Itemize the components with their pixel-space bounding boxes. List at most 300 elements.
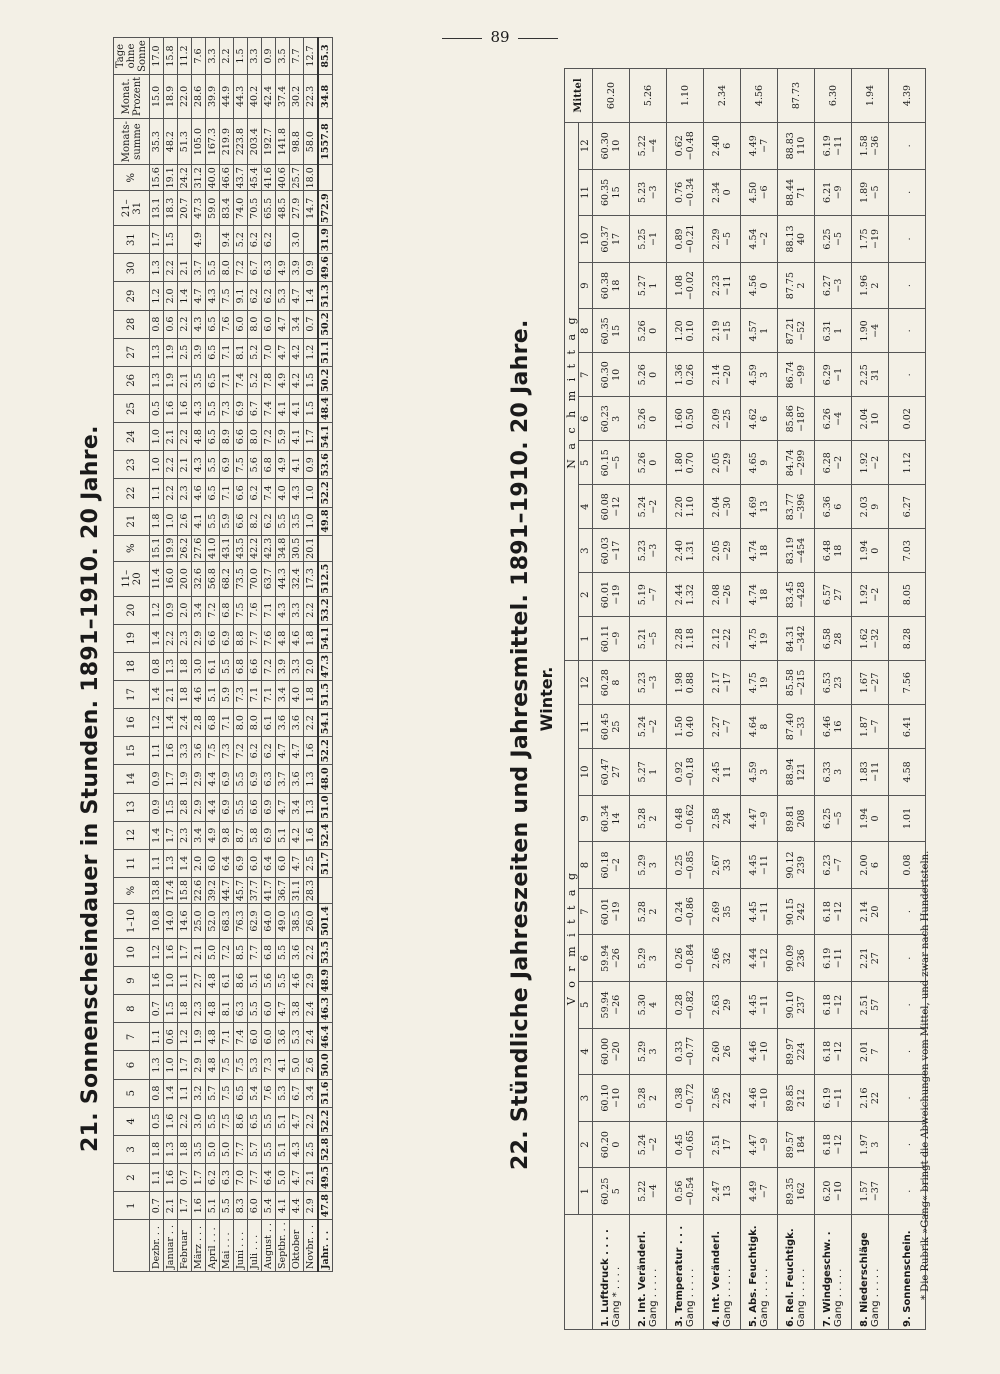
table-cell: 219.9 [220,119,234,165]
table-cell [741,262,778,309]
row-label [852,1215,889,1330]
table-cell [704,1168,741,1215]
table-cell [630,982,667,1029]
table-cell: 4.3 [206,282,220,310]
cell-value: −2 [833,455,844,470]
table-row [150,38,164,1272]
cell-value: −7 [833,858,844,873]
row-label-name: 4. Int. Veränderl. [711,1230,722,1327]
cell-value: 7 [870,1048,881,1055]
cell-value: −26 [722,584,733,605]
table-cell [593,705,630,749]
table-cell: 4.4 [290,1192,304,1220]
row-label: Mai . . . [220,1220,234,1272]
column-header: 8 [114,995,150,1023]
cell-value: 2.16 [859,1087,870,1109]
table-cell: 4.0 [290,680,304,708]
table-cell: 0.5 [150,394,164,422]
table-cell: 4.9 [192,226,206,254]
table-cell: 3.7 [276,765,290,793]
table-cell: 0.7 [304,310,319,338]
cell-value: 4.57 [748,320,759,342]
cell-value: 60.28 [600,669,611,697]
table-row [741,69,778,1330]
table-cell [815,888,852,935]
cell-value: 10 [611,368,622,381]
table-cell: 1.6 [192,1192,206,1220]
cell-value: 6.19 [822,135,833,157]
table-cell: 3.4 [192,596,206,624]
cell-value: 26 [722,1045,733,1058]
table-cell: 3.4 [290,310,304,338]
table-cell: 4.8 [206,1023,220,1051]
table-cell: 42.2 [248,535,262,561]
table-cell: 6.7 [248,394,262,422]
table-cell: 7.6 [192,38,206,75]
table-cell: 6.5 [206,338,220,366]
cell-value: 2.08 [711,584,722,606]
table-cell [815,262,852,309]
cell-value: −2 [648,1137,659,1152]
cell-value: 4.75 [748,628,759,650]
table-cell: 47.8 [318,1192,333,1220]
table-cell [704,529,741,573]
cell-value: −2 [648,719,659,734]
hour-header: 4 [579,485,593,529]
cell-value: 27 [870,952,881,965]
table-cell: 7.5 [220,1079,234,1107]
table-cell: 4.7 [276,737,290,765]
table-cell [852,397,889,441]
table-cell: 3.3 [178,737,192,765]
cell-value: 1 [648,282,659,289]
cell-value: 6.41 [901,716,913,738]
table-cell: 1.6 [150,967,164,995]
cell-value: 162 [796,1182,807,1201]
table-cell: 5.5 [276,938,290,966]
cell-value: 90.12 [785,851,796,879]
table-cell: 4.7 [290,737,304,765]
cell-value: 1.87 [859,716,870,738]
row-label [630,1215,667,1330]
table-cell: 22.3 [304,74,319,118]
table-cell: 1.8 [304,624,319,652]
cell-value: 83.19 [785,537,796,565]
cell-value: −20 [611,1041,622,1062]
table-cell [667,661,704,705]
table-cell: 1.8 [304,680,319,708]
cell-value: −12 [833,1041,844,1062]
table-cell: 1557.8 [318,119,333,165]
table-cell [852,169,889,216]
table-cell [815,441,852,485]
table-row [290,38,304,1272]
table-cell: 1.7 [178,1051,192,1079]
table-cell: 2.5 [178,338,192,366]
row-label [667,1215,704,1330]
table-cell: 6.7 [248,254,262,282]
table-cell [593,123,630,170]
cell-value: 5.29 [637,1040,648,1062]
table-cell: 44.3 [276,561,290,596]
table-cell: 6.0 [276,849,290,877]
table-cell: 6.6 [234,423,248,451]
table-cell: 2.2 [304,1107,319,1135]
table-cell: 7.1 [262,680,276,708]
cell-value: 15 [611,186,622,199]
table-cell [630,1028,667,1075]
cell-value: 84.31 [785,625,796,653]
cell-value: 5.26 [637,452,648,474]
table-cell: 6.6 [234,507,248,535]
table-cell [667,169,704,216]
cell-value: 0.25 [674,854,685,876]
table-cell: 83.4 [220,191,234,226]
table-cell [593,661,630,705]
table-cell: 2.9 [304,1192,319,1220]
cell-value: −11 [833,948,844,969]
table-cell [704,353,741,397]
cell-value: 4.54 [748,228,759,250]
cell-value: 5.26 [637,364,648,386]
table-cell: 7.5 [234,1051,248,1079]
row-label: März . . . [192,1220,206,1272]
table-cell [593,485,630,529]
table-cell: 3.0 [192,652,206,680]
column-header: 19 [114,624,150,652]
table-cell [630,216,667,263]
mittel-cell: 1.94 [852,69,889,123]
table-cell: 51.1 [318,338,333,366]
table-cell: 50.2 [318,310,333,338]
cell-value: 1.92 [859,584,870,606]
table-cell: 1.4 [164,1079,178,1107]
table-cell: 48.0 [318,765,333,793]
cell-value: 2.69 [711,901,722,923]
table-cell: 3.4 [192,821,206,849]
table-row [262,38,276,1272]
table-cell [704,749,741,796]
table1-header-row [114,38,150,1272]
table-cell: 40.6 [276,165,290,191]
table-cell: 22.0 [178,74,192,118]
table-cell [630,529,667,573]
table-cell [667,216,704,263]
table-cell: 1.5 [164,226,178,254]
table-cell [630,661,667,705]
row-label: Juli . . . [248,1220,262,1272]
table-cell: 2.1 [164,1192,178,1220]
table-cell [704,309,741,353]
cell-value: 1.67 [859,672,870,694]
cell-value: 0.45 [674,1134,685,1156]
table-cell [593,842,630,889]
table-cell: 7.2 [220,938,234,966]
table-cell: 0.9 [150,793,164,821]
cell-value: 0.02 [901,408,913,430]
column-header: 7 [114,1023,150,1051]
table-cell [741,123,778,170]
cell-value: 0.33 [674,1040,685,1062]
table-cell: 4.1 [192,507,206,535]
table-cell: 0.7 [178,1164,192,1192]
cell-value: 4 [648,1001,659,1008]
table-cell [704,1028,741,1075]
cell-value: −0.02 [685,271,696,301]
cell-value: 60.35 [600,178,611,206]
cell-value: 6 [722,142,733,149]
table-cell: 4.9 [276,254,290,282]
table-cell: 1.6 [164,1107,178,1135]
table-cell: 0.8 [150,1079,164,1107]
table-cell [630,888,667,935]
table-cell [852,262,889,309]
cell-value: 6.27 [822,275,833,297]
table-cell: 40.0 [206,165,220,191]
table-cell [741,661,778,705]
table-cell: 5.4 [262,1192,276,1220]
hourly-table [564,68,926,1330]
table-cell: 167.3 [206,119,220,165]
table-cell: 4.1 [290,423,304,451]
cell-value: −27 [870,672,881,693]
table-cell [778,169,815,216]
table-cell: 4.7 [290,1107,304,1135]
table-cell: 1.9 [192,1023,206,1051]
table-cell: 17.3 [304,561,319,596]
table-cell: 2.2 [164,451,178,479]
table-cell [852,1121,889,1168]
cell-value: 31 [870,368,881,381]
cell-value: 89.57 [785,1131,796,1159]
cell-value: 2 [796,282,807,289]
table-cell [704,397,741,441]
cell-value: 89.35 [785,1177,796,1205]
column-header [114,1220,150,1272]
table-cell [667,529,704,573]
table-cell [852,1168,889,1215]
column-header: 24 [114,423,150,451]
table-cell: 2.0 [164,282,178,310]
table-cell: 22.6 [192,877,206,903]
cell-value: −2 [870,455,881,470]
cell-value: . [901,1096,913,1100]
column-header: 1 [114,1192,150,1220]
cell-value: 1.94 [859,807,870,830]
cell-value: 60.01 [600,898,611,926]
table-cell: 2.4 [304,1023,319,1051]
table-cell [778,1168,815,1215]
table-cell: 47.3 [318,652,333,680]
hour-header: 9 [579,262,593,309]
table-cell: 7.2 [234,254,248,282]
table-cell: 45.7 [234,877,248,903]
cell-value: 2 [648,815,659,822]
table-cell: 6.0 [206,849,220,877]
table-cell: 7.3 [220,394,234,422]
table-cell: 1.2 [304,338,319,366]
table-cell: 53.6 [318,451,333,479]
table-row [667,69,704,1330]
cell-value: 184 [796,1135,807,1154]
table-cell: 5.3 [290,1023,304,1051]
table-cell: 4.8 [192,423,206,451]
table-cell: 51.5 [318,680,333,708]
row-label: Jahr. . . [318,1220,333,1272]
table-cell: 51.0 [318,793,333,821]
table-cell [593,982,630,1029]
cell-value: 60.15 [600,449,611,477]
cell-value: 4.75 [748,672,759,694]
table-cell: 17.4 [164,877,178,903]
table-cell: 105.0 [192,119,206,165]
table-cell: 48.5 [276,191,290,226]
table-cell: 203.4 [248,119,262,165]
table-cell [778,441,815,485]
cell-value: −342 [796,625,807,652]
table-cell: 6.9 [248,765,262,793]
cell-value: −0.21 [685,224,696,254]
table-cell: 7.7 [248,1164,262,1192]
table-cell: 7.2 [234,737,248,765]
cell-value: 71 [796,186,807,199]
cell-value: 60.03 [600,537,611,565]
table-cell: 2.2 [178,310,192,338]
cell-value: 6.29 [822,364,833,386]
table-cell: 7.6 [262,624,276,652]
cell-value: 5.24 [637,496,648,518]
table-cell: 38.5 [290,904,304,939]
table-cell: 1.2 [150,709,164,737]
table-cell [815,842,852,889]
cell-value: 17 [611,232,622,246]
cell-value: 0.62 [674,135,685,157]
table-cell: 1.3 [304,765,319,793]
cell-value: 4.59 [748,761,759,783]
table-cell: 1.6 [164,1164,178,1192]
table-cell: 34.8 [276,535,290,561]
cell-value: −4 [870,323,881,338]
table-cell: 3.7 [192,254,206,282]
column-header: 3 [114,1135,150,1163]
table-cell: 5.5 [262,1107,276,1135]
cell-value: −26 [611,994,622,1015]
hour-header: 1 [579,617,593,661]
table-cell: 6.3 [220,1164,234,1192]
table-cell: 46.3 [318,995,333,1023]
table-cell [630,123,667,170]
cell-value: 4.74 [748,540,759,562]
mittel-cell: 87.73 [778,69,815,123]
row-label [593,1215,630,1330]
table-cell [318,165,333,191]
column-header: 2 [114,1164,150,1192]
cell-value: 0.92 [674,761,685,783]
table-cell: 3.3 [290,596,304,624]
table-cell: 7.5 [220,282,234,310]
cell-value: −396 [796,493,807,520]
table-cell [593,1168,630,1215]
table-cell: 1.5 [304,394,319,422]
table-cell: 2.8 [178,793,192,821]
cell-value: −5 [648,631,659,646]
cell-value: 6.46 [822,716,833,738]
table-cell: 5.7 [248,1135,262,1163]
table-cell: 1.7 [304,423,319,451]
table-cell [741,749,778,796]
table-cell [815,1075,852,1122]
table-cell: 49.6 [318,254,333,282]
table-cell: 39.9 [206,74,220,118]
cell-value: 17 [722,1138,733,1151]
table-cell [852,309,889,353]
table-cell: 2.4 [304,995,319,1023]
cell-value: −0.72 [685,1083,696,1113]
cell-value: −37 [870,1181,881,1202]
table-cell: 2.2 [220,38,234,75]
row-label: Januar . . [164,1220,178,1272]
cell-value: 2.29 [711,228,722,250]
cell-value: 5.28 [637,901,648,923]
table-cell: 3.3 [248,38,262,75]
page-number: 89 [0,28,1000,46]
cell-value: 0.24 [674,901,685,923]
table-cell [178,226,192,254]
table-cell: 3.3 [206,38,220,75]
cell-value: 6.25 [822,228,833,250]
cell-value: . [901,1143,913,1147]
table-cell: 1.3 [150,254,164,282]
cell-value: 18 [611,279,622,292]
table-cell: 52.8 [318,1135,333,1163]
table-cell: 7.6 [262,1079,276,1107]
cell-value: −7 [759,138,770,153]
table-cell: 85.3 [318,38,333,75]
cell-value: 1.50 [674,716,685,738]
table-cell: 7.0 [234,1164,248,1192]
table-cell [704,888,741,935]
table-cell [704,573,741,617]
table-cell: 3.6 [290,709,304,737]
table-cell: 35.3 [150,119,164,165]
table-cell [593,441,630,485]
cell-value: 0.70 [685,452,696,474]
table-cell: 6.2 [262,226,276,254]
table-cell: 4.7 [276,995,290,1023]
table-cell: 2.3 [178,821,192,849]
table-cell [741,353,778,397]
table-cell: 14.7 [304,191,319,226]
table-cell: 0.9 [304,451,319,479]
cell-value: 5.28 [637,807,648,830]
table-cell: 4.3 [192,394,206,422]
table-cell: 4.9 [206,821,220,849]
table-cell [630,935,667,982]
cell-value: 6.33 [822,761,833,783]
table-cell [667,842,704,889]
cell-value: −30 [722,496,733,517]
cell-value: 2.40 [674,540,685,562]
cell-value: 4.62 [748,408,759,430]
table-cell [667,1075,704,1122]
table-cell [704,982,741,1029]
table-cell: 192.7 [262,119,276,165]
cell-value: −3 [648,675,659,690]
cell-value: 2.25 [859,364,870,386]
table-cell: 512.5 [318,561,333,596]
column-header: 18 [114,652,150,680]
table-cell: 32.4 [290,561,304,596]
